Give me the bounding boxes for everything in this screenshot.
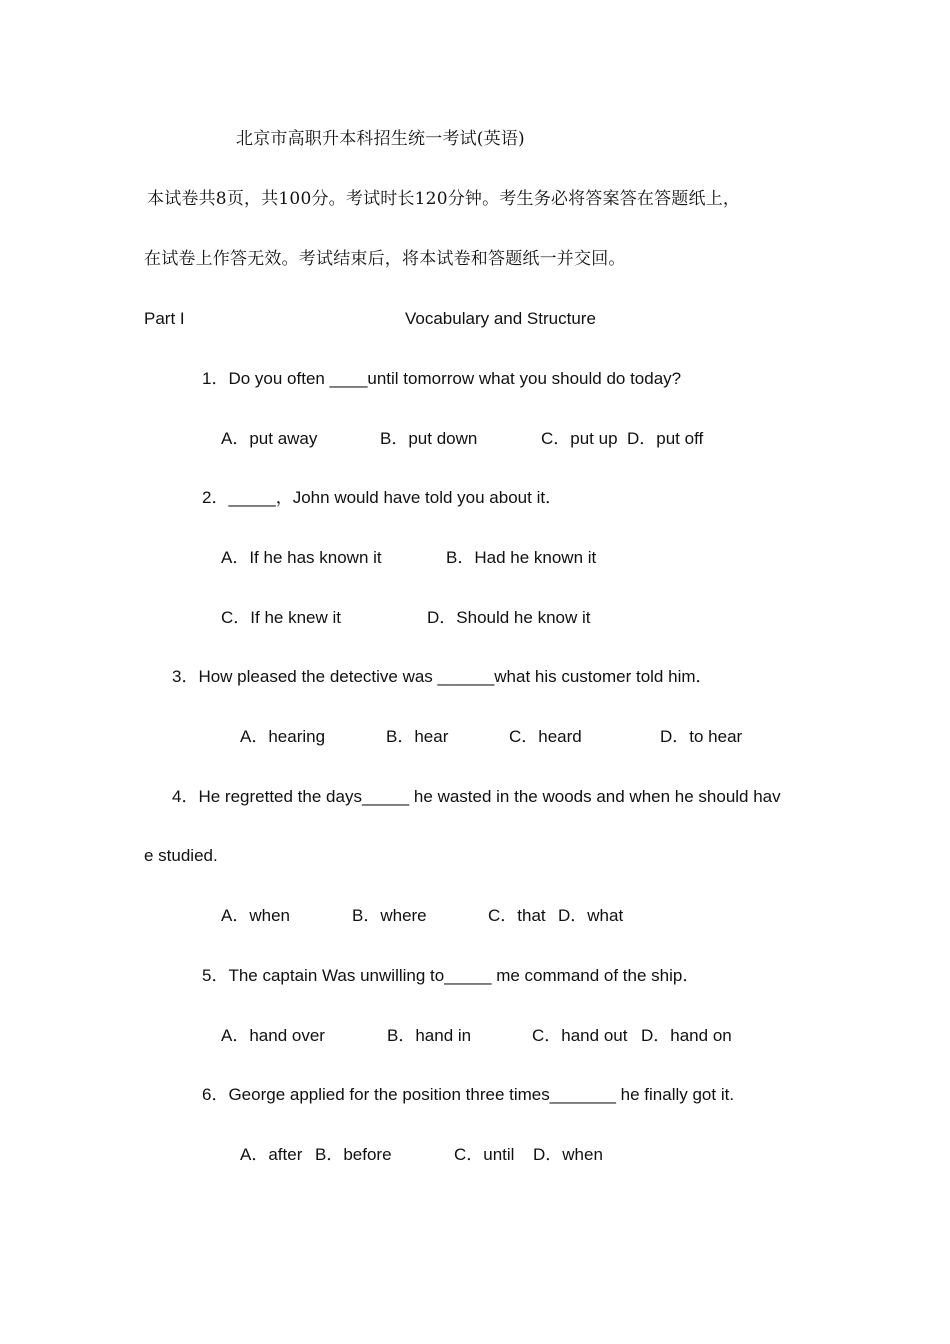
question-2-stem: 2．_____，John would have told you about it． xyxy=(202,488,563,507)
question-4-option-c: C．that xyxy=(488,906,546,925)
question-5-option-d: D．hand on xyxy=(641,1026,732,1045)
question-1-option-d: D．put off xyxy=(627,429,704,448)
question-6-option-b: B．before xyxy=(315,1145,392,1164)
part-label: Part I xyxy=(144,309,185,328)
part-name: Vocabulary and Structure xyxy=(405,309,596,328)
instructions-line-2: 在试卷上作答无效。考试结束后，将本试卷和答题纸一并交回。 xyxy=(144,249,626,269)
question-5-option-a: A．hand over xyxy=(221,1026,325,1045)
question-3-option-b: B．hear xyxy=(386,727,449,746)
question-5-option-b: B．hand in xyxy=(387,1026,472,1045)
question-2-option-a: A．If he has known it xyxy=(221,548,382,567)
question-4-option-d: D．what xyxy=(558,906,624,925)
question-1-option-b: B．put down xyxy=(380,429,478,448)
instructions-line-1: 本试卷共8页，共100分。考试时长120分钟。考生务必将答案答在答题纸上， xyxy=(147,189,741,209)
question-1-option-c: C．put up xyxy=(541,429,618,448)
question-6-option-c: C．until xyxy=(454,1145,515,1164)
question-4-stem-line-2: e studied. xyxy=(144,846,218,865)
question-5-option-c: C．hand out xyxy=(532,1026,628,1045)
question-4-option-a: A．when xyxy=(221,906,290,925)
question-2-option-b: B．Had he known it xyxy=(446,548,597,567)
question-4-option-b: B．where xyxy=(352,906,427,925)
question-6-option-a: A．after xyxy=(240,1145,303,1164)
question-3-stem: 3．How pleased the detective was ______what his customer told him． xyxy=(172,667,713,686)
question-5-stem: 5．The captain Was unwilling to_____ me command of the ship． xyxy=(202,966,700,985)
question-2-option-c: C．If he knew it xyxy=(221,608,341,627)
question-4-stem-line-1: 4．He regretted the days_____ he wasted in the woods and when he should hav xyxy=(172,787,781,806)
question-3-option-a: A．hearing xyxy=(240,727,326,746)
question-3-option-d: D．to hear xyxy=(660,727,743,746)
question-1-stem: 1．Do you often ____until tomorrow what you should do today? xyxy=(202,369,682,388)
question-1-option-a: A．put away xyxy=(221,429,318,448)
question-3-option-c: C．heard xyxy=(509,727,582,746)
question-2-option-d: D．Should he know it xyxy=(427,608,591,627)
question-6-option-d: D．when xyxy=(533,1145,603,1164)
exam-title: 北京市高职升本科招生统一考试(英语) xyxy=(236,129,525,149)
question-6-stem: 6．George applied for the position three times_______ he finally got it. xyxy=(202,1085,735,1104)
